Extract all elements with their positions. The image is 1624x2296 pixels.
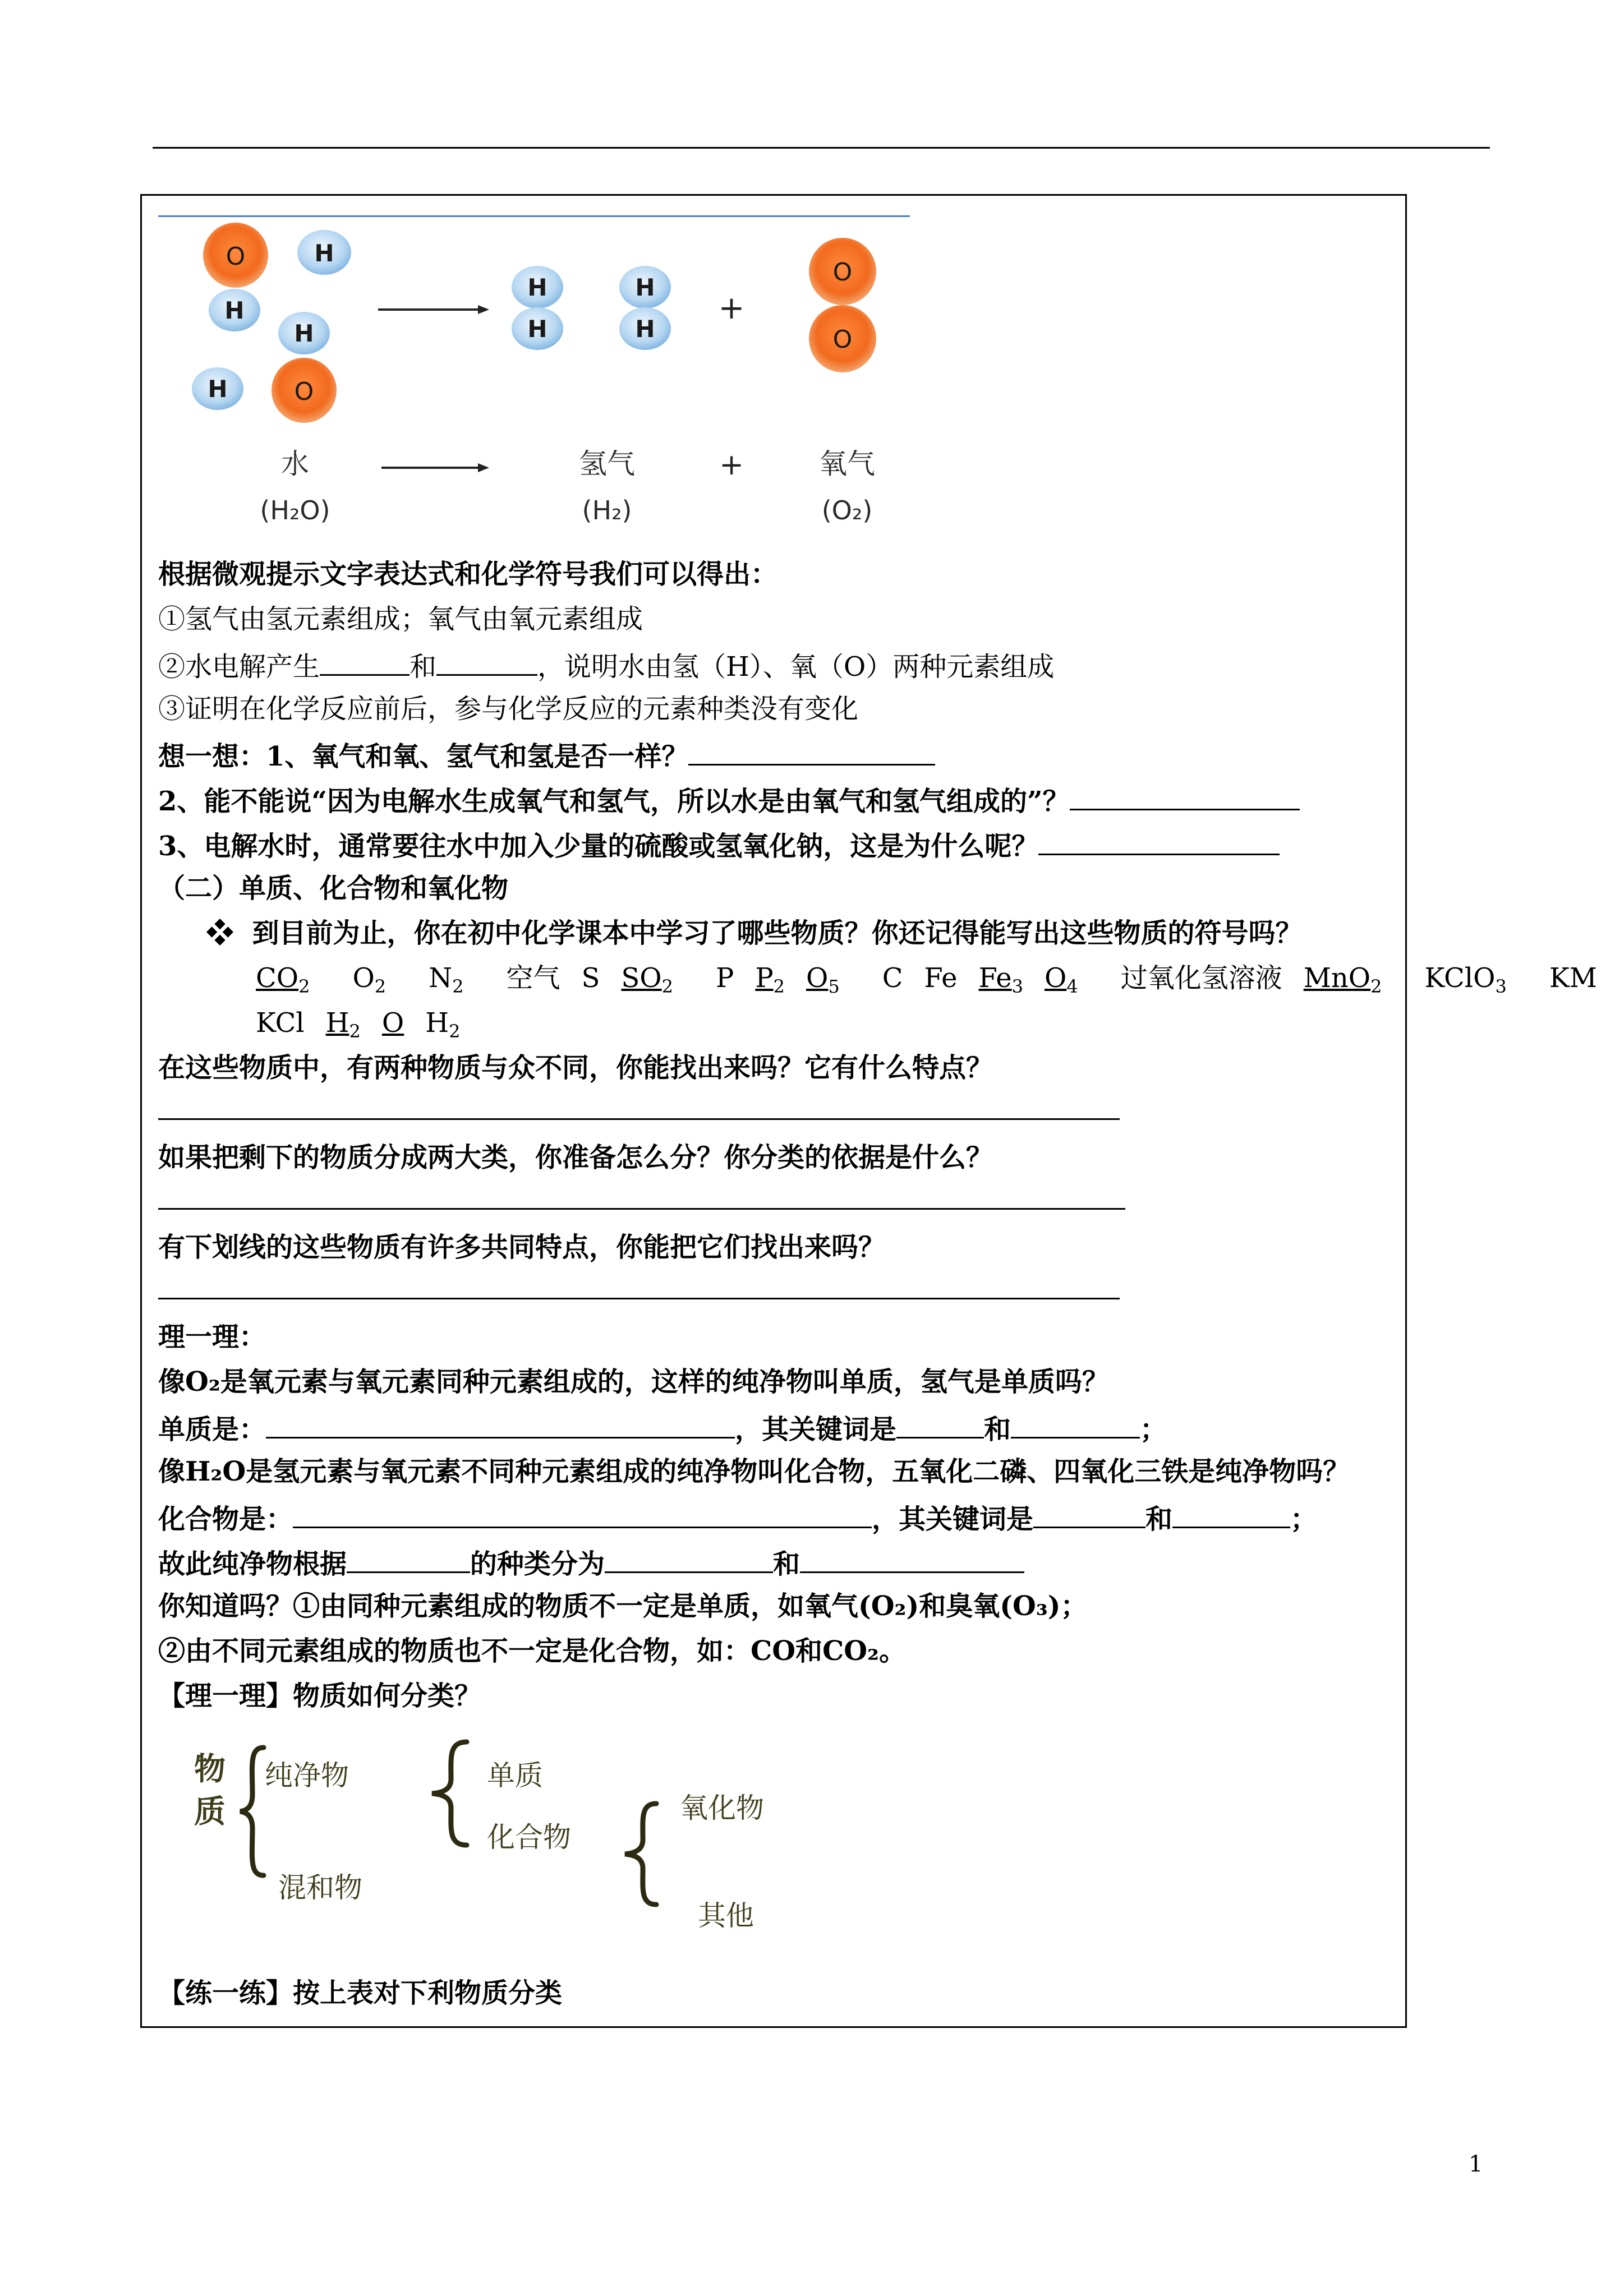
formula-item: P xyxy=(716,962,734,994)
plus-sign: + xyxy=(718,290,745,326)
tidy-h2o-text: 像H₂O是氢元素与氧元素不同种元素组成的纯净物叫化合物，五氧化二磷、四氧化三铁是纯净物吗？ xyxy=(158,1456,1350,1487)
reaction-arrow xyxy=(378,305,489,314)
formula-item: 空气 xyxy=(506,962,560,994)
answer-blank[interactable] xyxy=(320,647,410,676)
hydrogen-atom xyxy=(192,367,243,410)
tree-mixture: 混和物 xyxy=(278,1871,362,1904)
formula-item: KM xyxy=(1549,962,1597,994)
element-def-end: ； xyxy=(1140,1414,1167,1445)
svg-text:H: H xyxy=(314,239,334,267)
point-2 xyxy=(158,647,1054,684)
plus-sign: + xyxy=(719,448,744,482)
answer-blank[interactable] xyxy=(293,1500,872,1528)
element-def-label: 单质是： xyxy=(158,1414,266,1445)
think-question-3 xyxy=(158,827,1280,863)
think-question-2-text: 2、能不能说“因为电解水生成氧气和氢气，所以水是由氧气和氢气组成的”？ xyxy=(158,786,1070,817)
answer-blank[interactable] xyxy=(896,1410,984,1439)
think-question-3-text: 3、电解水时，通常要往水中加入少量的硫酸或氢氧化钠，这是为什么呢？ xyxy=(158,831,1039,862)
think-question-2 xyxy=(158,782,1300,818)
formula-item: 过氧化氢溶液 xyxy=(1120,962,1282,994)
svg-text:O: O xyxy=(226,242,246,271)
brace-icon xyxy=(620,1800,661,1908)
answer-blank[interactable] xyxy=(1172,1500,1290,1528)
formula-item: P2 O5 xyxy=(755,962,840,997)
question-classify: 如果把剩下的物质分成两大类，你准备怎么分？你分类的依据是什么？ xyxy=(158,1142,993,1173)
oxygen-atom xyxy=(809,238,876,305)
tree-pure-substance: 纯净物 xyxy=(265,1759,349,1792)
svg-text:H: H xyxy=(208,375,228,403)
answer-line[interactable] xyxy=(158,1298,1120,1299)
formula-item: Fe xyxy=(924,962,958,994)
compound-def-keyword: ，其关键词是 xyxy=(872,1504,1034,1535)
answer-blank[interactable] xyxy=(1033,1500,1145,1528)
brace-icon xyxy=(236,1744,269,1879)
answer-blank[interactable] xyxy=(347,1545,470,1573)
formula-item: KCl xyxy=(256,1007,305,1039)
pure-split-and: 和 xyxy=(773,1548,801,1580)
pure-split-middle: 的种类分为 xyxy=(470,1548,605,1580)
oxygen-atom xyxy=(272,358,337,423)
tree-oxide: 氧化物 xyxy=(680,1792,764,1824)
formula-item: KClO3 xyxy=(1424,962,1507,997)
answer-blank[interactable] xyxy=(436,647,537,676)
tree-element: 单质 xyxy=(487,1759,543,1792)
section-2-title: （二）单质、化合物和氧化物 xyxy=(158,873,509,904)
practice-title: 【练一练】按上表对下利物质分类 xyxy=(158,1977,563,2009)
formula-item: SO2 xyxy=(621,962,674,997)
tidy-title: 理一理： xyxy=(158,1321,266,1353)
answer-blank[interactable] xyxy=(800,1545,1024,1573)
electrolysis-diagram xyxy=(158,218,910,537)
formula-item: H2 xyxy=(425,1007,461,1042)
point-2-end: ，说明水由氢（H）、氧（O）两种元素组成 xyxy=(537,651,1055,683)
hydrogen-formula: (H₂) xyxy=(582,495,632,525)
header-rule xyxy=(153,147,1490,149)
think-question-1 xyxy=(158,737,935,773)
oxygen-atom xyxy=(203,223,268,288)
page-number: 1 xyxy=(1469,2151,1483,2177)
svg-text:O: O xyxy=(294,377,314,406)
svg-text:H: H xyxy=(527,315,548,343)
formula-item: N2 xyxy=(429,962,464,997)
oxygen-formula: (O₂) xyxy=(821,495,873,525)
tree-other: 其他 xyxy=(698,1899,754,1932)
hydrogen-atom xyxy=(278,312,330,354)
word-arrow xyxy=(381,463,489,472)
svg-text:O: O xyxy=(832,325,853,354)
hydrogen-atom xyxy=(512,266,563,308)
answer-blank[interactable] xyxy=(688,737,935,766)
oxygen-atom xyxy=(809,305,876,372)
answer-blank[interactable] xyxy=(266,1410,735,1439)
element-definition xyxy=(158,1410,1167,1446)
question-underlined: 有下划线的这些物质有许多共同特点，你能把它们找出来吗？ xyxy=(158,1232,886,1263)
hydrogen-atom xyxy=(297,230,351,275)
oxygen-label: 氧气 xyxy=(819,448,875,480)
tree-compound: 化合物 xyxy=(487,1821,571,1854)
classification-title: 【理一理】物质如何分类？ xyxy=(158,1680,482,1712)
hydrogen-atom xyxy=(209,289,260,331)
compound-def-label: 化合物是： xyxy=(158,1504,293,1535)
bullet-question-text: 到目前为止，你在初中化学课本中学习了哪些物质？你还记得能写出这些物质的符号吗？ xyxy=(252,918,1303,949)
svg-text:H: H xyxy=(224,297,245,324)
svg-text:H: H xyxy=(635,315,655,343)
pure-substance-split xyxy=(158,1545,1024,1581)
compound-definition xyxy=(158,1500,1317,1536)
think-question-1-text: 想一想：1、氧气和氧、氢气和氢是否一样？ xyxy=(158,741,689,772)
formula-item: Fe3 O4 xyxy=(978,962,1078,997)
bullet-icon: ❖ xyxy=(206,918,234,949)
formula-item: CO2 xyxy=(256,962,310,997)
svg-text:O: O xyxy=(832,258,853,287)
svg-text:H: H xyxy=(527,274,548,301)
svg-text:H: H xyxy=(294,320,314,347)
tidy-o2-text: 像O₂是氧元素与氧元素同种元素组成的，这样的纯净物叫单质，氢气是单质吗？ xyxy=(158,1366,1109,1398)
point-3: ③证明在化学反应前后，参与化学反应的元素种类没有变化 xyxy=(158,693,859,725)
element-def-keyword: ，其关键词是 xyxy=(735,1414,897,1445)
formula-list-row-1 xyxy=(256,961,1618,1003)
formula-list-row-2 xyxy=(256,1006,503,1048)
compound-def-and: 和 xyxy=(1145,1504,1173,1535)
answer-blank[interactable] xyxy=(1070,782,1300,810)
intro-text: 根据微观提示文字表达式和化学符号我们可以得出： xyxy=(158,559,778,590)
brace-icon xyxy=(426,1739,471,1848)
did-you-know-1: 你知道吗？①由同种元素组成的物质不一定是单质，如氧气(O₂)和臭氧(O₃)； xyxy=(158,1590,1088,1622)
hydrogen-atom xyxy=(512,307,563,350)
bullet-question xyxy=(206,916,1302,950)
water-label: 水 xyxy=(281,448,309,480)
hydrogen-label: 氢气 xyxy=(579,448,635,480)
answer-blank[interactable] xyxy=(1011,1410,1140,1439)
diagram-top-rule xyxy=(158,215,910,217)
point-2-start: ②水电解产生 xyxy=(158,651,320,683)
pure-split-start: 故此纯净物根据 xyxy=(158,1548,347,1580)
point-2-and: 和 xyxy=(410,651,437,683)
hydrogen-atom xyxy=(619,307,671,350)
formula-item: H2 O xyxy=(325,1007,404,1042)
water-formula: (H₂O) xyxy=(260,495,330,525)
tree-root-matter: 物质 xyxy=(189,1752,226,1837)
question-special: 在这些物质中，有两种物质与众不同，你能找出来吗？它有什么特点？ xyxy=(158,1052,993,1084)
did-you-know-2: ②由不同元素组成的物质也不一定是化合物，如：CO和CO₂。 xyxy=(158,1635,907,1667)
compound-def-end: ； xyxy=(1290,1504,1318,1535)
hydrogen-atom xyxy=(619,266,671,308)
element-def-and: 和 xyxy=(984,1414,1011,1445)
formula-item: MnO2 xyxy=(1303,962,1382,997)
answer-blank[interactable] xyxy=(605,1545,773,1573)
formula-item: C xyxy=(882,962,903,994)
answer-blank[interactable] xyxy=(1038,827,1280,855)
formula-item: S xyxy=(581,962,600,994)
answer-line[interactable] xyxy=(158,1118,1120,1120)
svg-text:H: H xyxy=(635,274,655,301)
answer-line[interactable] xyxy=(158,1208,1125,1210)
point-1: ①氢气由氢元素组成；氧气由氧元素组成 xyxy=(158,603,643,635)
formula-item: O2 xyxy=(352,962,387,997)
